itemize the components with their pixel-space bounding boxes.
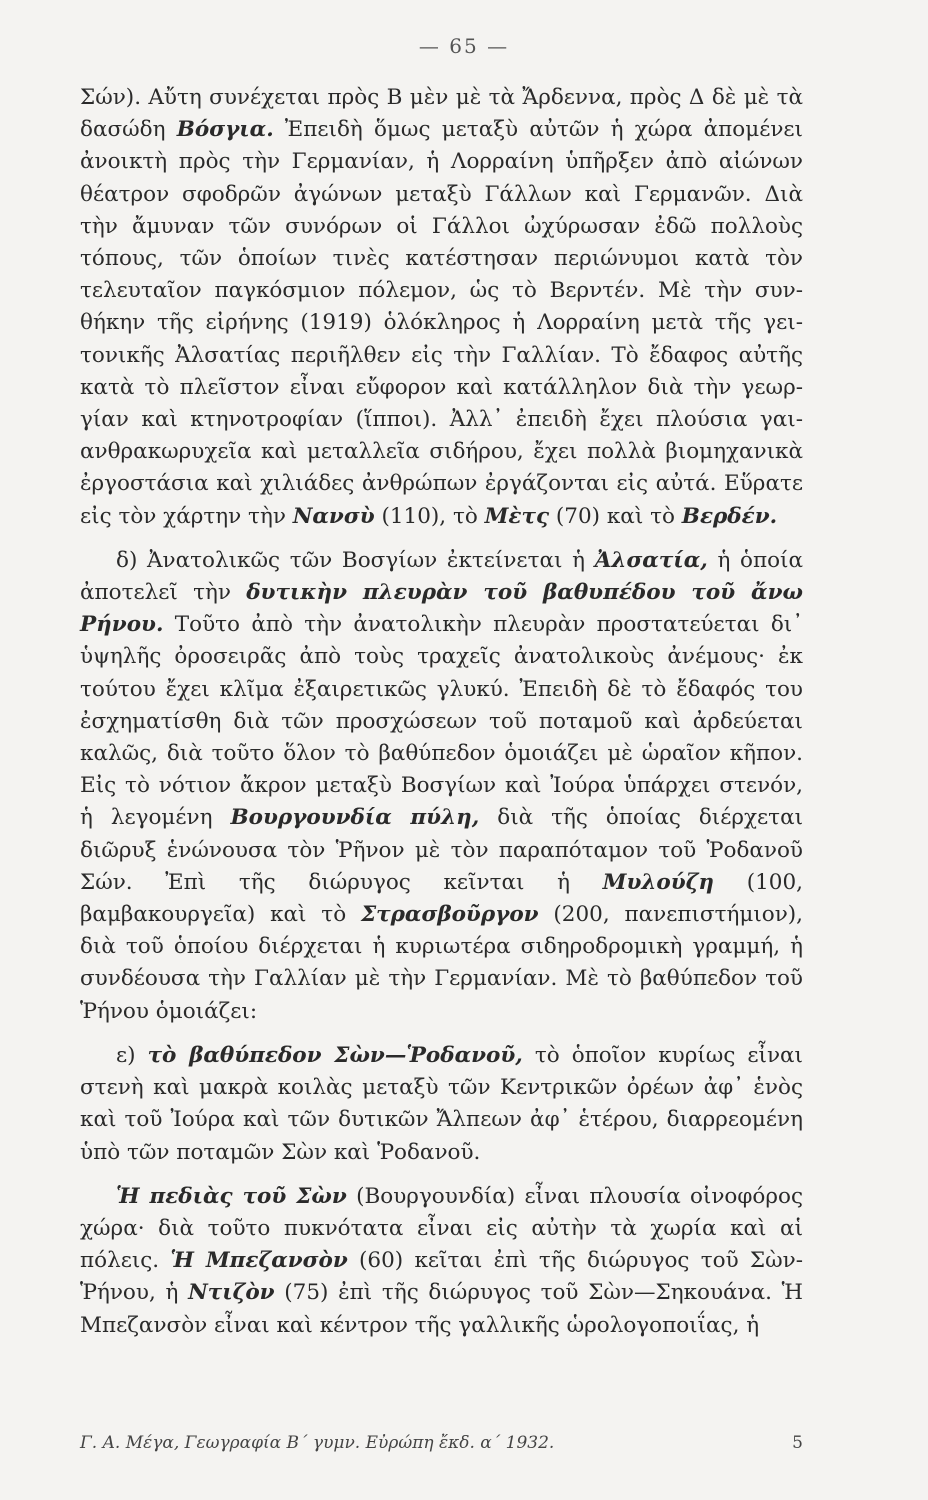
term-vosges: Βόσγια. — [176, 117, 274, 143]
paragraph-saone-plain: Ἡ πεδιὰς τοῦ Σὼν (Βουργουνδία) εἶναι πλουσία οἰνοφόρος χώρα· διὰ τοῦτο πυκνότατα εἶναι εἰς αὐτὴν τὰ χωρία καὶ αἱ πόλεις. Ἡ Μπεζανσὸν (60) κεῖται ἐπὶ τῆς διώρυγος τοῦ Σὼν-Ῥήνου, ἡ Ντιζὸν (75) ἐπὶ τῆς διώρυγος τοῦ Σὼν—Σηκουάνα. Ἡ Μπεζανσὸν εἶναι καὶ κέντρον τῆς γαλλικῆς ὡρολογοποιΐας, ἡ — [80, 1183, 804, 1338]
paragraph-alsace: δ) Ἀνατολικῶς τῶν Βοσγίων ἐκτείνεται ἡ Ἀλσατία, ἡ ὁποία ἀποτελεῖ τὴν δυτικὴν πλευρὰν τοῦ βαθυπέδου τοῦ ἄνω Ρήνου. Τοῦτο ἀπὸ τὴν ἀνατολικὴν πλευρὰν προστατεύεται δι᾽ ὑψηλῆς ὀροσειρᾶς ἀπὸ τοὺς τραχεῖς ἀνατολικοὺς ἀνέμους· ἐκ τούτου ἔχει κλῖμα ἐξαιρετικῶς γλυκύ. Ἐπειδὴ δὲ τὸ ἔδαφός του ἐσχηματίσθη διὰ τῶν προσχώσεων τοῦ ποταμοῦ καὶ ἀρδεύεται καλῶς, διὰ τοῦτο ὅλον τὸ βαθύπεδον ὁμοιάζει μὲ ὡραῖον κῆπον. Εἰς τὸ νότιον ἄκρον μεταξὺ Βοσγίων καὶ Ἰούρα ὑπάρχει στενόν, ἡ λεγομένη Βουργουνδία πύλη, διὰ τῆς ὁποίας διέρχεται διῶρυξ ἑνώνουσα τὸν Ῥῆνον μὲ τὸν παραπόταμον τοῦ Ῥοδανοῦ Σών. Ἐπὶ τῆς διώρυγος κεῖνται ἡ Μυλούζη (100, βαμβακουργεῖα) καὶ τὸ Στρασβοῦργον (200, πανεπιστήμιον), διὰ τοῦ ὁποίου διέρχεται ἡ κυριωτέρα σιδηροδρομικὴ γραμμή, ἡ συνδέουσα τὴν Γαλλίαν μὲ τὴν Γερμανίαν. Μὲ τὸ βαθύπεδον τοῦ Ῥήνου ὁμοιάζει: — [80, 547, 804, 1024]
footer-citation: Γ. Α. Μέγα, Γεωγραφία Β΄ γυμν. Εὐρώπη ἔκδ. α΄ 1932. — [80, 1433, 555, 1453]
term-rhine-valley: δυτικὴν πλευρὰν τοῦ βαθυπέδου τοῦ ἄνω Ρήνου. — [80, 580, 803, 638]
term-strasbourg: Στρασβοῦργον — [360, 902, 539, 928]
term-verdun: Βερδέν. — [681, 503, 778, 529]
body-text — [80, 82, 803, 1342]
term-saone-rhone-valley: τὸ βαθύπεδον Σὼν—Ῥοδανοῦ, — [147, 1042, 523, 1068]
paragraph-lorraine: Σών). Αὔτη συνέχεται πρὸς Β μὲν μὲ τὰ Ἄρδεννα, πρὸς Δ δὲ μὲ τὰ δασώδη Βόσγια. Ἐπειδὴ ὅμως μεταξὺ αὐτῶν ἡ χώρα ἀπομένει ἀνοικτὴ πρὸς τὴν Γερμανίαν, ἡ Λορραίνη ὑπῆρξεν ἀπὸ αἰώνων θέατρον σφοδρῶν ἀγώνων μεταξὺ Γάλλων καὶ Γερμανῶν. Διὰ τὴν ἄμυναν τῶν συνόρων οἱ Γάλλοι ὠχύρωσαν ἐδῶ πολλοὺς τόπους, τῶν ὁποίων τινὲς κατέστησαν περιώνυμοι κατὰ τὸν τελευταῖον παγκόσμιον πόλεμον, ὡς τὸ Βερντέν. Μὲ τὴν συνθήκην τῆς εἰρήνης (1919) ὁλόκληρος ἡ Λορραίνη μετὰ τῆς γειτονικῆς Ἀλσατίας περιῆλθεν εἰς τὴν Γαλλίαν. Τὸ ἔδαφος αὐτῆς κατὰ τὸ πλεῖστον εἶναι εὔφορον καὶ κατάλληλον διὰ τὴν γεωργίαν καὶ κτηνοτροφίαν (ἵπποι). Ἀλλ᾽ ἐπειδὴ ἔχει πλούσια γαιανθρακωρυχεῖα καὶ μεταλλεῖα σιδήρου, ἔχει πολλὰ βιομηχανικὰ ἐργοστάσια καὶ χιλιάδες ἀνθρώπων ἐργάζονται εἰς αὐτά. Εὕρατε εἰς τὸν χάρτην τὴν Νανσὺ (110), τὸ Μὲτς (70) καὶ τὸ Βερδέν. — [80, 85, 803, 529]
page-footer — [80, 1433, 803, 1453]
term-mulhouse: Μυλούζη — [602, 869, 715, 895]
term-burgundy-gate: Βουργουνδία πύλη, — [230, 805, 480, 831]
term-nancy: Νανσὺ — [292, 503, 375, 529]
term-dijon: Ντιζὸν — [188, 1280, 275, 1306]
term-besancon: Ἡ Μπεζανσὸν — [170, 1248, 348, 1274]
paragraph-saone-rhone: ε) τὸ βαθύπεδον Σὼν—Ῥοδανοῦ, τὸ ὁποῖον κυρίως εἶναι στενὴ καὶ μακρὰ κοιλὰς μεταξὺ τῶν Κεντρικῶν ὀρέων ἀφ᾽ ἑνὸς καὶ τοῦ Ἰούρα καὶ τῶν δυτικῶν Ἄλπεων ἀφ᾽ ἑτέρου, διαρρεομένη ὑπὸ τῶν ποταμῶν Σὼν καὶ Ῥοδανοῦ. — [80, 1042, 803, 1165]
page-number: — 65 — — [418, 34, 510, 58]
term-metz: Μὲτς — [484, 503, 550, 529]
term-alsace: Ἀλσατία, — [594, 547, 708, 573]
term-saone-plain: Ἡ πεδιὰς τοῦ Σὼν — [116, 1183, 347, 1209]
signature-mark: 5 — [792, 1433, 803, 1453]
